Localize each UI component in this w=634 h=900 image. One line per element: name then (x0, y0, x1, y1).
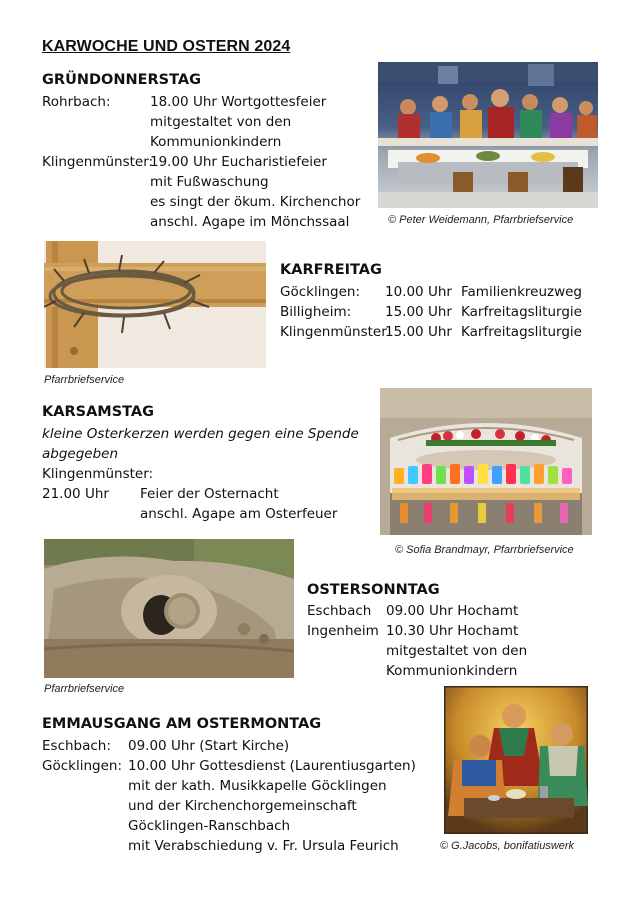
karfreitag-row-3-time: 15.00 Uhr (385, 324, 452, 340)
candles-caption: © Sofia Brandmayr, Pfarrbriefservice (395, 544, 574, 556)
ostermontag-goecklingen-line-5: mit Verabschiedung v. Fr. Ursula Feurich (128, 838, 399, 854)
ostermontag-goecklingen-place: Göcklingen: (42, 758, 122, 774)
ostermontag-heading: EMMAUSGANG AM OSTERMONTAG (42, 716, 322, 732)
karsamstag-note-2: abgegeben (42, 446, 119, 462)
empty-tomb-image (44, 539, 294, 678)
ostersonntag-extra-2: Kommunionkindern (386, 663, 518, 679)
gruendonnerstag-heading: GRÜNDONNERSTAG (42, 72, 202, 88)
tomb-caption: Pfarrbriefservice (44, 683, 125, 695)
ostersonntag-row-2-place: Ingenheim (307, 623, 379, 639)
ostersonntag-row-1-text: 09.00 Uhr Hochamt (386, 603, 519, 619)
last-supper-image (378, 62, 598, 208)
karsamstag-place: Klingenmünster: (42, 466, 154, 482)
karfreitag-heading: KARFREITAG (280, 262, 382, 278)
emmaus-caption: © G.Jacobs, bonifatiuswerk (440, 840, 575, 852)
karsamstag-note-1: kleine Osterkerzen werden gegen eine Spende (42, 426, 359, 442)
emmaus-painting-image (444, 686, 588, 834)
karsamstag-time: 21.00 Uhr (42, 486, 109, 502)
klingenmuenster-line-1: 19.00 Uhr Eucharistiefeier (150, 154, 327, 170)
ostermontag-goecklingen-line-4: Göcklingen-Ranschbach (128, 818, 291, 834)
ostermontag-goecklingen-line-2: mit der kath. Musikkapelle Göcklingen (128, 778, 387, 794)
ostermontag-eschbach-text: 09.00 Uhr (Start Kirche) (128, 738, 290, 754)
karfreitag-row-2-event: Karfreitagsliturgie (461, 304, 582, 320)
klingenmuenster-line-3: es singt der ökum. Kirchenchor (150, 194, 361, 210)
page-title: KARWOCHE UND OSTERN 2024 (42, 38, 291, 55)
ostersonntag-extra-1: mitgestaltet von den (386, 643, 528, 659)
rohrbach-line-3: Kommunionkindern (150, 134, 282, 150)
klingenmuenster-line-4: anschl. Agape im Mönchssaal (150, 214, 350, 230)
karfreitag-row-2-time: 15.00 Uhr (385, 304, 452, 320)
karfreitag-row-3-place: Klingenmünster (280, 324, 387, 340)
rohrbach-place: Rohrbach: (42, 94, 111, 110)
ostermontag-goecklingen-line-3: und der Kirchenchorgemeinschaft (128, 798, 357, 814)
karfreitag-row-1-place: Göcklingen: (280, 284, 360, 300)
klingenmuenster-place: Klingenmünster: (42, 154, 154, 170)
karsamstag-event-2: anschl. Agape am Osterfeuer (140, 506, 338, 522)
karfreitag-row-2-place: Billigheim: (280, 304, 352, 320)
klingenmuenster-line-2: mit Fußwaschung (150, 174, 269, 190)
karfreitag-row-1-time: 10.00 Uhr (385, 284, 452, 300)
ostermontag-eschbach-place: Eschbach: (42, 738, 111, 754)
rohrbach-line-1: 18.00 Uhr Wortgottesfeier (150, 94, 327, 110)
rohrbach-line-2: mitgestaltet von den (150, 114, 292, 130)
easter-candles-image (380, 388, 592, 535)
karfreitag-row-3-event: Karfreitagsliturgie (461, 324, 582, 340)
last-supper-caption: © Peter Weidemann, Pfarrbriefservice (388, 214, 574, 226)
crown-caption: Pfarrbriefservice (44, 374, 125, 386)
crown-of-thorns-image (44, 241, 266, 368)
ostersonntag-row-2-text: 10.30 Uhr Hochamt (386, 623, 519, 639)
ostermontag-goecklingen-line-1: 10.00 Uhr Gottesdienst (Laurentiusgarten) (128, 758, 416, 774)
ostersonntag-heading: OSTERSONNTAG (307, 582, 440, 598)
karsamstag-event-1: Feier der Osternacht (140, 486, 279, 502)
karfreitag-row-1-event: Familienkreuzweg (461, 284, 582, 300)
karsamstag-heading: KARSAMSTAG (42, 404, 155, 420)
ostersonntag-row-1-place: Eschbach (307, 603, 372, 619)
